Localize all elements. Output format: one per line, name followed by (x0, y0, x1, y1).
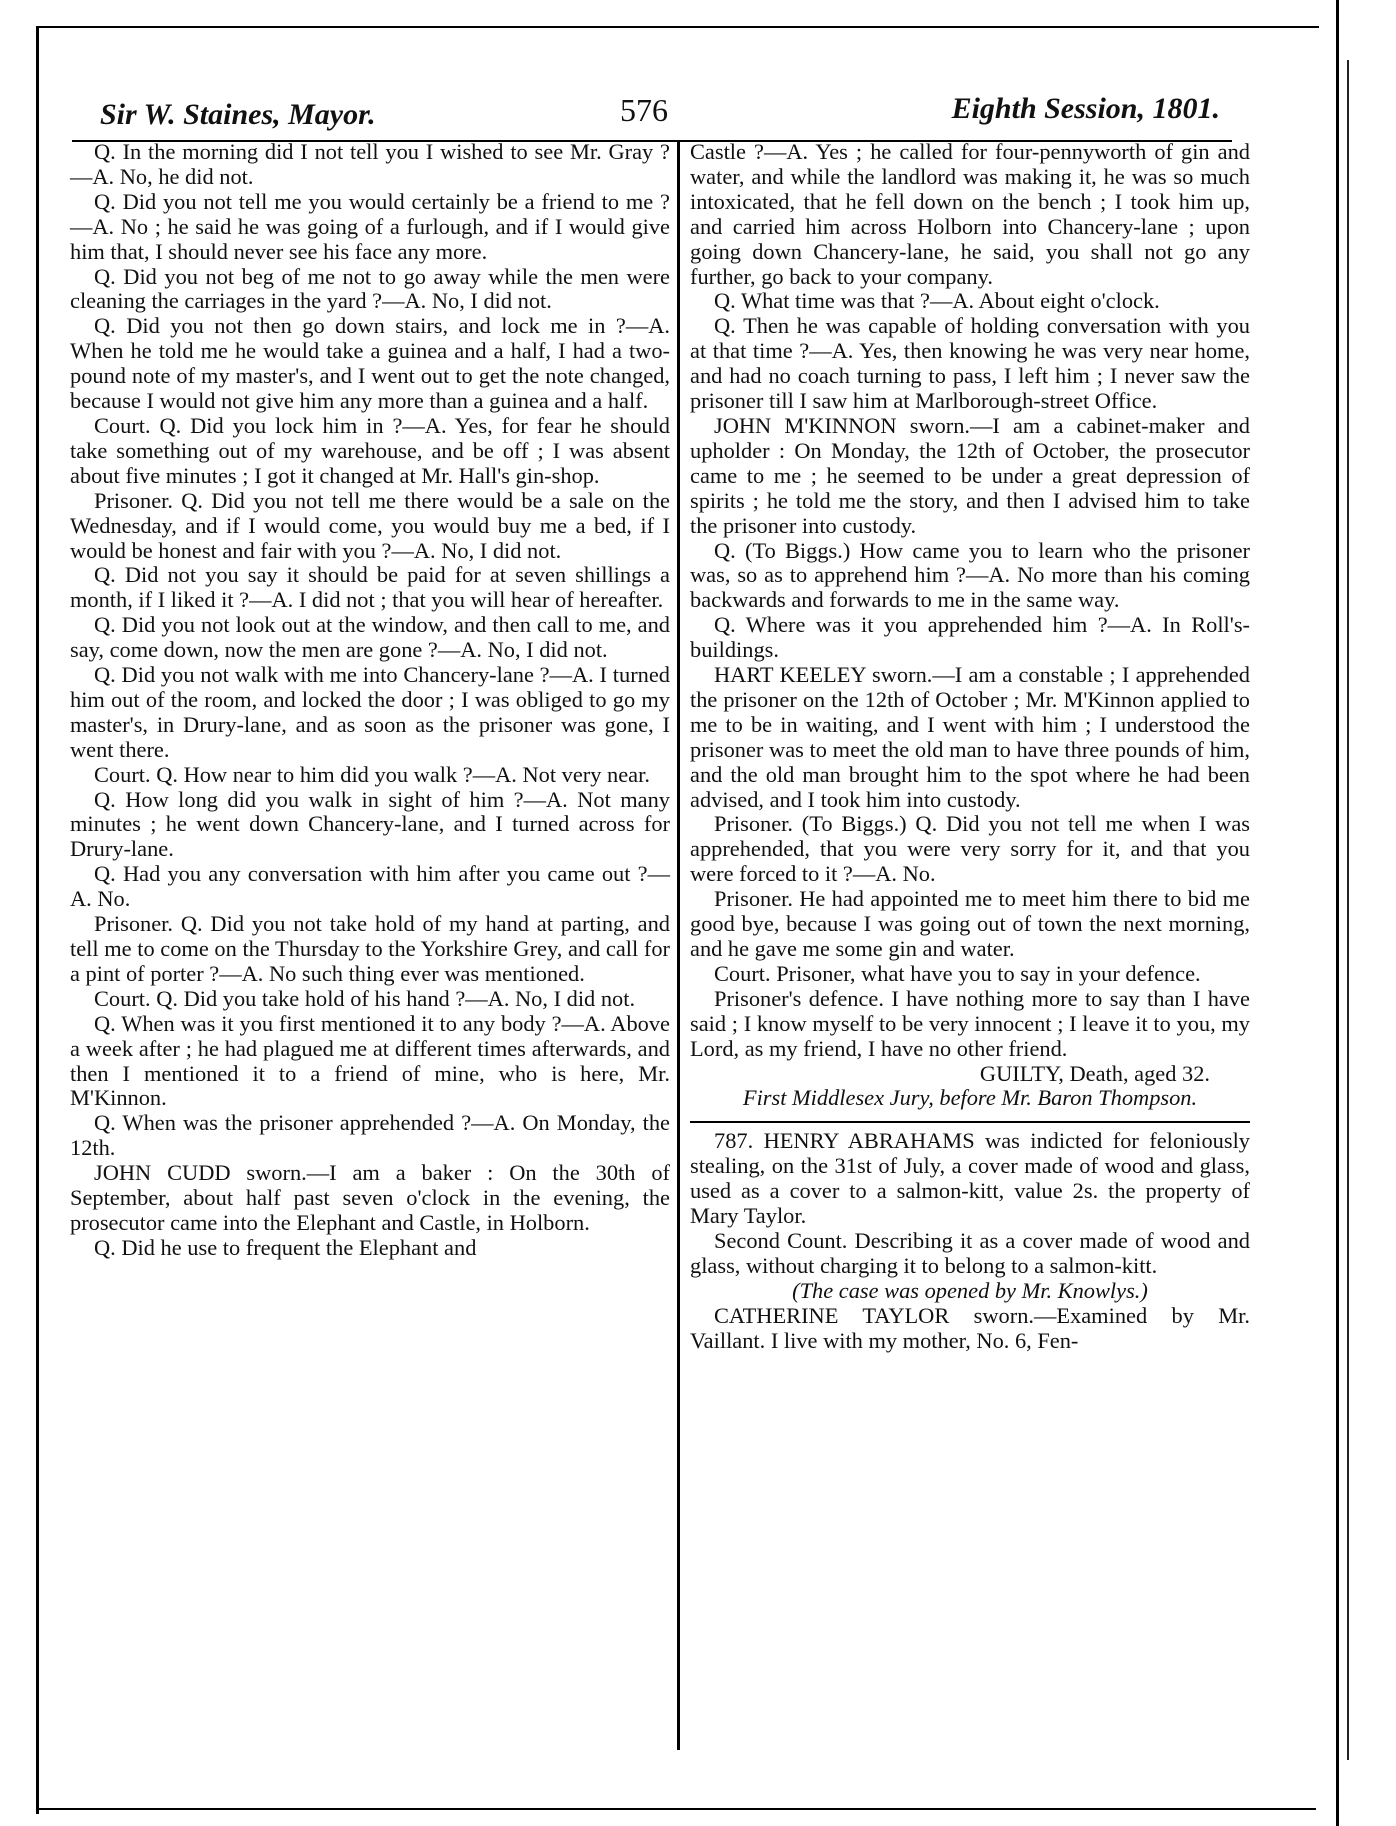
paragraph: Q. Did you not walk with me into Chancery-lane ?—A. I turned him out of the room, and locked the door ; I was obliged to go my master's, in Drury-lane, and as soon as the prisoner was gone, I went there. (70, 662, 670, 762)
paragraph: Q. Did he use to frequent the Elephant and (94, 1234, 477, 1260)
right-column-paragraphs (690, 140, 1250, 1062)
page-number: 576 (620, 92, 668, 128)
adjacent-page-edge (1336, 0, 1396, 1826)
next-case (690, 1129, 1250, 1278)
paragraph: Q. Where was it you apprehended him ?—A. In Roll's-buildings. (690, 612, 1250, 663)
paragraph: Second Count. Describing it as a cover made of wood and glass, without charging it to belong to a salmon-kitt. (690, 1227, 1250, 1278)
column-divider (677, 140, 680, 1750)
paragraph: Q. Had you any conversation with him after you came out ?—A. No. (70, 861, 670, 912)
paragraph: Q. What time was that ?—A. About eight o'clock. (714, 288, 1160, 314)
paragraph: Q. In the morning did I not tell you I wished to see Mr. Gray ?—A. No, he did not. (70, 139, 670, 189)
paragraph: Q. Did you not tell me you would certainly be a friend to me ?—A. No ; he said he was going of a furlough, and if I would give him that, I should never see his face any more. (70, 188, 670, 264)
right-column (690, 140, 1250, 1354)
paragraph: Q. (To Biggs.) How came you to learn who the prisoner was, so as to apprehend him ?—A. No more than his coming backwards and forwards to me in the same way. (690, 537, 1250, 613)
paragraph: Prisoner. (To Biggs.) Q. Did you not tell me when I was apprehended, that you were very sorry for it, and that you were forced to it ?—A. No. (690, 811, 1250, 887)
paragraph: Court. Prisoner, what have you to say in your defence. (714, 960, 1201, 986)
case-separator (690, 1121, 1250, 1123)
paragraph: 787. HENRY ABRAHAMS was indicted for feloniously stealing, on the 31st of July, a cover made of wood and glass, used as a cover to a salmon-kitt, value 2s. the property of Mary Taylor. (690, 1128, 1250, 1229)
page-header (90, 92, 1220, 140)
paragraph: Court. Q. How near to him did you walk ?—A. Not very near. (94, 761, 650, 787)
paragraph: Prisoner. Q. Did you not tell me there would be a sale on the Wednesday, and if I would come, you would buy me a bed, if I would be honest and fair with you ?—A. No, I did not. (70, 487, 670, 563)
paragraph: HART KEELEY sworn.—I am a constable ; I apprehended the prisoner on the 12th of October ; Mr. M'Kinnon applied to me to be in waiting, and I went with him ; I understood the prisoner was to meet the old man to have three pounds of him, and the old man brought him to the spot where he had been advised, and I took him into custody. (690, 662, 1250, 812)
header-left: Sir W. Staines, Mayor. (100, 98, 376, 131)
paragraph: Q. Did you not then go down stairs, and lock me in ?—A. When he told me he would take a guinea and a half, I had a two-pound note of my master's, and I went out to get the note changed, because I would not give him any more than a guinea and a half. (70, 313, 670, 414)
paragraph: Prisoner's defence. I have nothing more to say than I have said ; I know myself to be very innocent ; I leave it to you, my Lord, as my friend, I have no other friend. (690, 985, 1250, 1061)
paragraph: Prisoner. He had appointed me to meet him there to bid me good bye, because I was going out of town the next morning, and he gave me some gin and water. (690, 886, 1250, 961)
case-note: (The case was opened by Mr. Knowlys.) (792, 1277, 1148, 1303)
paragraph: Q. Then he was capable of holding conversation with you at that time ?—A. Yes, then knowing he was very near home, and had no coach turning to pass, I left him ; I never saw the prisoner till I saw him at Marlborough-street Office. (690, 313, 1250, 414)
paragraph: Prisoner. Q. Did you not take hold of my hand at parting, and tell me to come on the Thursday to the Yorkshire Grey, and call for a pint of porter ?—A. No such thing ever was mentioned. (70, 911, 670, 986)
paragraph: Q. How long did you walk in sight of him ?—A. Not many minutes ; he went down Chancery-lane, and I turned across for Drury-lane. (70, 786, 670, 862)
paragraph: Castle ?—A. Yes ; he called for four-pennyworth of gin and water, and while the landlord was making it, he was so much intoxicated, that he fell down on the bench ; I took him up, and carried him across Holborn into Chancery-lane ; upon going down Chancery-lane, he said, you shall not go any further, go back to your company. (690, 139, 1250, 289)
paragraph: Court. Q. Did you lock him in ?—A. Yes, for fear he should take something out of my warehouse, and be off ; I was absent about five minutes ; I got it changed at Mr. Hall's gin-shop. (70, 412, 670, 488)
paragraph: Q. When was it you first mentioned it to any body ?—A. Above a week after ; he had plagued me at different times afterwards, and then I mentioned it to a friend of mine, who is here, Mr. M'Kinnon. (70, 1010, 670, 1111)
header-right: Eighth Session, 1801. (951, 92, 1220, 125)
paragraph: Q. Did you not beg of me not to go away while the men were cleaning the carriages in the yard ?—A. No, I did not. (70, 263, 670, 314)
bottom-rule (36, 1808, 1316, 1810)
paragraph: Q. Did not you say it should be paid for at seven shillings a month, if I liked it ?—A. I did not ; that you will hear of hereafter. (70, 562, 670, 613)
jury-line: First Middlesex Jury, before Mr. Baron Thompson. (742, 1085, 1198, 1111)
paragraph: JOHN CUDD sworn.—I am a baker : On the 30th of September, about half past seven o'clock in the evening, the prosecutor came into the Elephant and Castle, in Holborn. (70, 1160, 670, 1235)
paragraph: JOHN M'KINNON sworn.—I am a cabinet-maker and upholder : On Monday, the 12th of October, the prosecutor came to me ; he seemed to be under a great depression of spirits ; he told me the story, and then I advised him to take the prisoner into custody. (690, 412, 1250, 538)
paragraph: Q. Did you not look out at the window, and then call to me, and say, come down, now the men are gone ?—A. No, I did not. (70, 612, 670, 663)
paragraph: Court. Q. Did you take hold of his hand ?—A. No, I did not. (94, 985, 636, 1011)
final-line: CATHERINE TAYLOR sworn.—Examined by Mr. Vaillant. I live with my mother, No. 6, Fen- (690, 1302, 1250, 1353)
left-column (70, 140, 670, 1261)
paragraph: Q. When was the prisoner apprehended ?—A. On Monday, the 12th. (70, 1110, 670, 1161)
verdict: GUILTY, Death, aged 32. (979, 1060, 1210, 1086)
